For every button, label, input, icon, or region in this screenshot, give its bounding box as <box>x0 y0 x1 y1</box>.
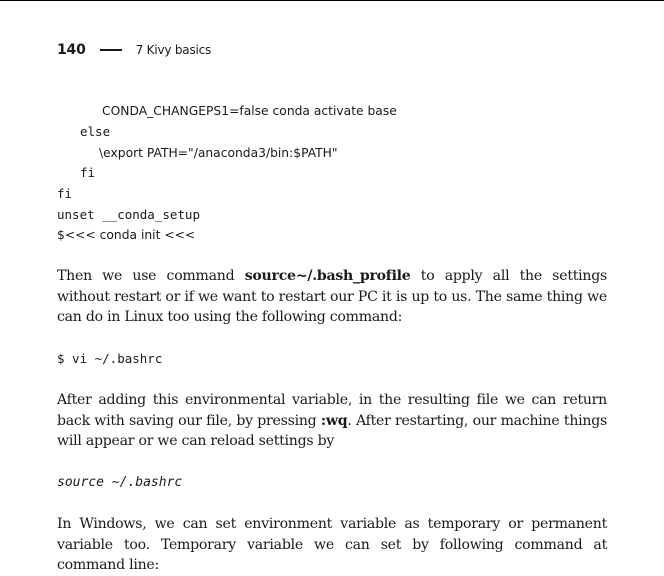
code-line: fi <box>57 186 73 201</box>
paragraph-text: . After restarting, our machine things will appear or we can reload settings by <box>57 412 607 450</box>
paragraph: In Windows, we can set environment variable as temporary or permanent variable too. Temporary variable we can set by following command at command line: <box>57 516 607 574</box>
code-line: else <box>80 124 111 139</box>
running-head <box>57 42 211 58</box>
bold-command: :wq <box>320 412 348 429</box>
bold-command: source~/.bash_profile <box>244 268 411 284</box>
paragraph-text: Then we use command <box>57 268 245 284</box>
code-line: unset __conda_setup <box>57 207 200 222</box>
chapter-title: 7 Kivy basics <box>135 43 212 57</box>
page-number: 140 <box>57 42 86 58</box>
header-dash <box>100 49 122 51</box>
paragraph <box>57 266 607 328</box>
top-rule <box>0 0 664 1</box>
code-line: fi <box>80 165 96 180</box>
code-line: $<<< conda init <<< <box>57 228 196 242</box>
command-line: $ vi ~/.bashrc <box>57 351 163 366</box>
command-line: source ~/.bashrc <box>57 475 183 490</box>
paragraph <box>57 390 607 452</box>
paragraph-text: After adding this environmental variable, in the resulting file we can return back with saving our file, by pressing <box>57 392 607 429</box>
code-line: CONDA_CHANGEPS1=false conda activate base <box>102 104 397 118</box>
code-line: \export PATH="/anaconda3/bin:$PATH" <box>99 146 338 160</box>
paragraph-text: to apply all the settings without restart or if we want to restart our PC it is up to us. The same thing we can do in Linux too using the following command: <box>57 268 607 326</box>
